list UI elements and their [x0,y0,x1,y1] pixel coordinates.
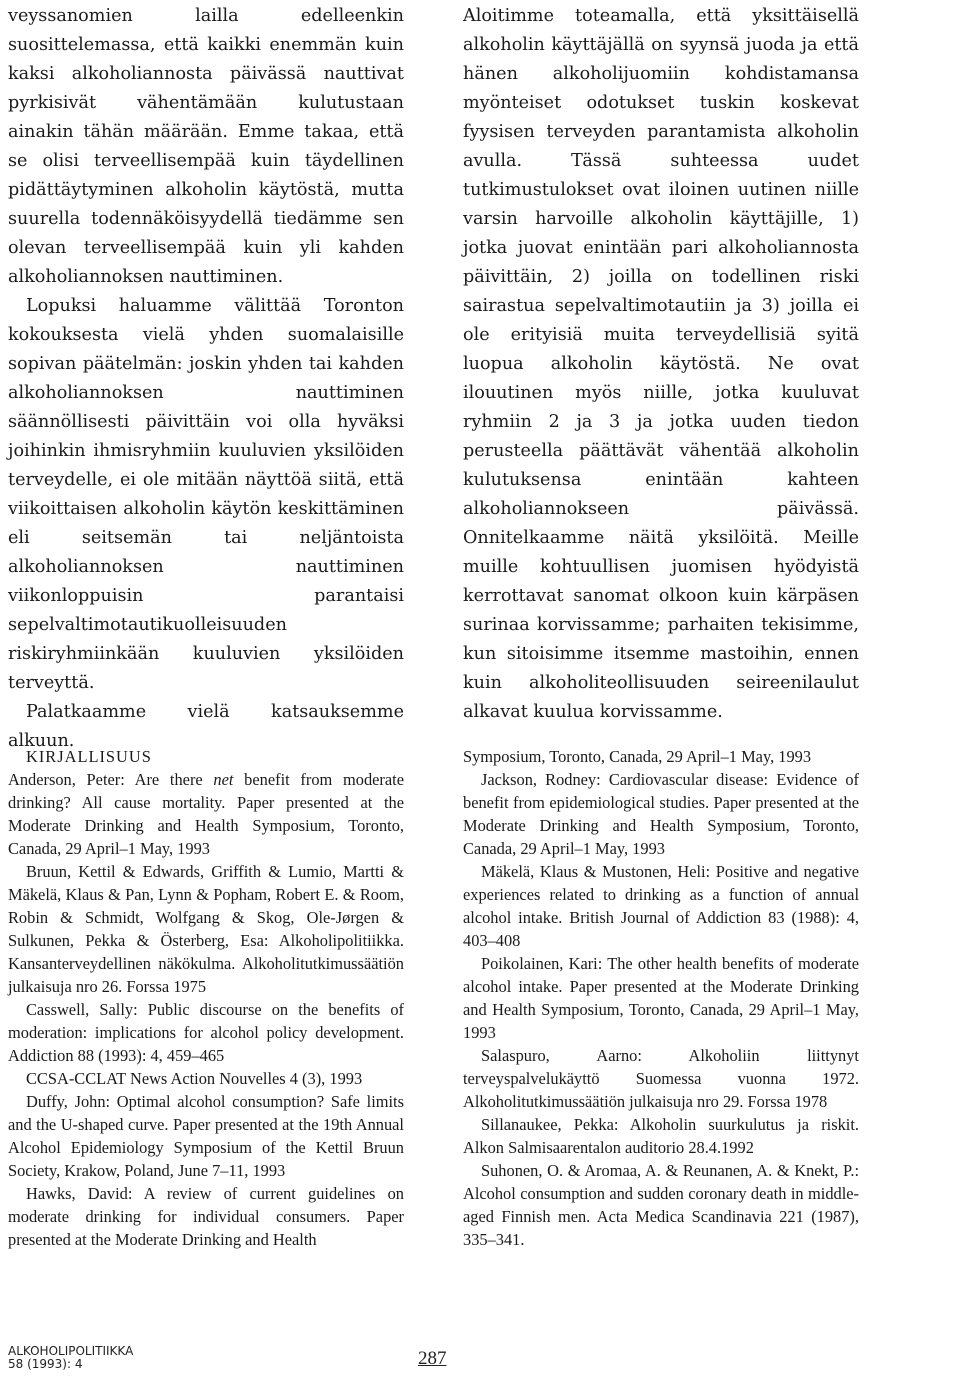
reference-item: Casswell, Sally: Public discourse on the benefits of moderation: implications for alcohol policy development. Addiction 88 (1993): 4, 459–465 [8,1000,404,1065]
references-heading: KIRJALLISUUS [26,747,152,766]
reference-item: Poikolainen, Kari: The other health benefits of moderate alcohol intake. Paper presented at the Moderate Drinking and Health Symposium, Toronto, Canada, 29 April–1 May, 1993 [463,954,859,1042]
reference-item: Sillanaukee, Pekka: Alkoholin suurkulutus ja riskit. Alkon Salmisaarentalon auditorio 28.4.1992 [463,1115,859,1157]
reference-item: Jackson, Rodney: Cardiovascular disease: Evidence of benefit from epidemiological studies. Paper presented at the Moderate Drinking and Health Symposium, Toronto, Canada, 29 April–1 May, 1993 [463,770,859,858]
body-paragraph: Palatkaamme vielä katsauksemme alkuun. [8,702,404,751]
body-paragraph: Aloitimme toteamalla, että yksittäisellä alkoholin käyttäjällä on syynsä juoda ja että hänen alkoholijuomiin kohdistamansa myönteiset odotukset tuskin koskevat fyysisen terveyden parantamista alkoholin avulla. Tässä suhteessa uudet tutkimustulokset ovat iloinen uutinen niille varsin harvoille alkoholin käyttäjille, 1) jotka juovat enintään pari alkoholiannosta päivittäin, 2) joilla on todellinen riski sairastua sepelvaltimotautiin ja 3) joilla ei ole erityisiä muita terveydellisiä syitä luopua alkoholin käytöstä. Ne ovat ilouutinen myös niille, jotka kuuluvat ryhmiin 2 ja 3 ja jotka uuden tiedon perusteella päättävät vähentää alkoholin kulutuksensa enintään kahteen alkoholiannokseen päivässä. Onnitelkaamme näitä yksilöitä. Meille muille kohtuullisen juomisen hyödyistä kerrottavat sanomat olkoon kuin kärpäsen surinaa korvissamme; parhaiten tekisimme, kun sitoisimme itsemme mastoihin, ennen kuin alkoholiteollisuuden seireenilaulut alkavat kuulua korvissamme. [463,6,859,722]
body-paragraph: veyssanomien lailla edelleenkin suosittelemassa, että kaikki enemmän kuin kaksi alkoholiannosta päivässä nauttivat pyrkisivät vähentämään kulutustaan ainakin tähän määrään. Emme takaa, että se olisi terveellisempää kuin täydellinen pidättäytyminen alkoholin käytöstä, mutta suurella todennäköisyydellä tiedämme sen olevan terveellisempää kuin yli kahden alkoholiannoksen nauttiminen. [8,6,404,287]
references-column-right [463,745,859,1251]
reference-item: Mäkelä, Klaus & Mustonen, Heli: Positive and negative experiences related to drinking as a function of annual alcohol intake. British Journal of Addiction 83 (1988): 4, 403–408 [463,862,859,950]
reference-item: Duffy, John: Optimal alcohol consumption? Safe limits and the U-shaped curve. Paper presented at the 19th Annual Alcohol Epidemiology Symposium of the Kettil Bruun Society, Krakow, Poland, June 7–11, 1993 [8,1092,404,1180]
body-paragraph: Lopuksi haluamme välittää Toronton kokouksesta vielä yhden suomalaisille sopivan päätelmän: joskin yhden tai kahden alkoholiannoksen nauttiminen säännöllisesti päivittäin voi olla hyväksi joihinkin ihmisryhmiin kuuluvien yksilöiden terveydelle, ei ole mitään näyttöä siitä, että viikoittaisen alkoholin käytön keskittäminen eli seitsemän tai neljäntoista alkoholiannoksen nauttiminen viikonloppuisin parantaisi sepelvaltimotautikuolleisuuden riskiryhmiinkään kuuluvien yksilöiden terveyttä. [8,296,404,693]
journal-issue: 58 (1993): 4 [8,1357,83,1371]
reference-text: benefit from moderate drinking? All cause mortality. Paper presented at the Moderate Drinking and Health Symposium, Toronto, Canada, 29 April–1 May, 1993 [8,770,404,858]
reference-item: Hawks, David: A review of current guidelines on moderate drinking for individual consumers. Paper presented at the Moderate Drinking and Health [8,1184,404,1249]
journal-name: ALKOHOLIPOLITIIKKA [8,1344,134,1358]
reference-item: Suhonen, O. & Aromaa, A. & Reunanen, A. & Knekt, P.: Alcohol consumption and sudden coronary death in middle-aged Finnish men. Acta Medica Scandinavia 221 (1987), 335–341. [463,1161,859,1249]
references-column-left [8,745,404,1251]
reference-item: Salaspuro, Aarno: Alkoholiin liittynyt terveyspalvelukäyttö Suomessa vuonna 1972. Alkoholitutkimussäätiön julkaisuja nro 29. Forssa 1978 [463,1046,859,1111]
reference-item: Bruun, Kettil & Edwards, Griffith & Lumio, Martti & Mäkelä, Klaus & Pan, Lynn & Popham, Robert E. & Room, Robin & Schmidt, Wolfgang & Skog, Ole-Jørgen & Sulkunen, Pekka & Österberg, Esa: Alkoholipolitiikka. Kansanterveydellinen näkökulma. Alkoholitutkimussäätiön julkaisuja nro 26. Forssa 1975 [8,862,404,996]
body-column-right [463,2,859,727]
reference-item [8,768,404,860]
page-number: 287 [418,1348,447,1369]
reference-emphasis: net [213,770,234,789]
reference-continuation: Symposium, Toronto, Canada, 29 April–1 May, 1993 [463,747,812,766]
reference-text: Anderson, Peter: Are there [8,770,214,789]
reference-item: CCSA-CCLAT News Action Nouvelles 4 (3), 1993 [26,1069,363,1088]
journal-footer [8,1345,133,1371]
body-column-left [8,2,404,756]
